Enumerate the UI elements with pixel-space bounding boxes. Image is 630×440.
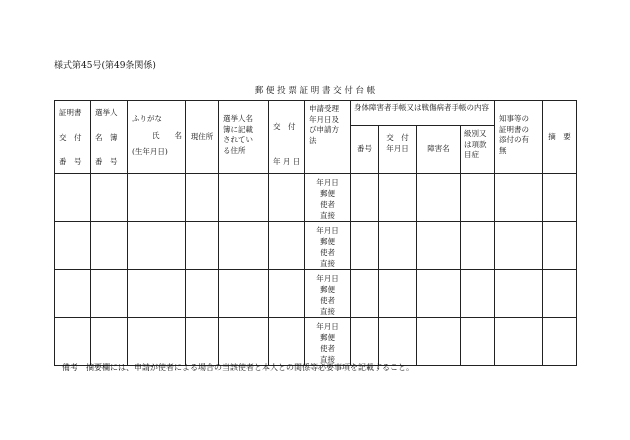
request-method-cell[interactable] bbox=[305, 270, 351, 318]
table-cell[interactable] bbox=[186, 270, 219, 318]
table-cell[interactable] bbox=[495, 222, 543, 270]
table-cell[interactable] bbox=[417, 222, 461, 270]
header-sub-grade: 級別又 は項款 目症 bbox=[461, 126, 495, 174]
remarks-note: 備考 摘要欄には、申請が使者による場合の当該使者と本人との関係等必要事項を記載すること。 bbox=[62, 363, 414, 372]
table-row bbox=[55, 222, 577, 270]
ledger-body bbox=[55, 174, 577, 366]
table-cell[interactable] bbox=[219, 174, 269, 222]
header-summary: 摘 要 bbox=[543, 101, 577, 174]
header-disability-group: 身体障害者手帳又は戦傷病者手帳の内容 bbox=[351, 101, 495, 126]
table-cell[interactable] bbox=[379, 174, 417, 222]
method-option: 直接 bbox=[320, 259, 335, 268]
header-governor-cert: 知事等の 証明書の 添付の有 無 bbox=[495, 101, 543, 174]
table-cell[interactable] bbox=[495, 174, 543, 222]
table-cell[interactable] bbox=[417, 318, 461, 366]
form-number: 様式第45号(第49条関係) bbox=[54, 61, 156, 71]
table-cell[interactable] bbox=[186, 222, 219, 270]
table-cell[interactable] bbox=[91, 174, 128, 222]
header-sub-number: 番号 bbox=[351, 126, 379, 174]
table-cell[interactable] bbox=[379, 222, 417, 270]
method-option: 使者 bbox=[320, 296, 335, 305]
table-row bbox=[55, 174, 577, 222]
table-cell[interactable] bbox=[219, 270, 269, 318]
table-cell[interactable] bbox=[461, 174, 495, 222]
table-cell[interactable] bbox=[219, 222, 269, 270]
table-cell[interactable] bbox=[219, 318, 269, 366]
table-cell[interactable] bbox=[351, 222, 379, 270]
method-option: 使者 bbox=[320, 200, 335, 209]
method-option: 郵便 bbox=[320, 237, 335, 246]
header-cert-number: 証明書 交 付 番 号 bbox=[55, 101, 91, 174]
method-option: 年月日 bbox=[316, 322, 339, 331]
request-method-cell[interactable] bbox=[305, 222, 351, 270]
table-row bbox=[55, 270, 577, 318]
header-current-address: 現住所 bbox=[186, 101, 219, 174]
header-sub-disability: 障害名 bbox=[417, 126, 461, 174]
table-row bbox=[55, 318, 577, 366]
table-cell[interactable] bbox=[417, 270, 461, 318]
table-cell[interactable] bbox=[495, 318, 543, 366]
table-cell[interactable] bbox=[379, 318, 417, 366]
table-cell[interactable] bbox=[91, 222, 128, 270]
method-option: 直接 bbox=[320, 355, 335, 364]
table-cell[interactable] bbox=[269, 318, 305, 366]
header-sub-issue: 交 付 年月日 bbox=[379, 126, 417, 174]
table-cell[interactable] bbox=[186, 174, 219, 222]
method-option: 直接 bbox=[320, 307, 335, 316]
request-method-cell[interactable] bbox=[305, 174, 351, 222]
form-title: 郵 便 投 票 証 明 書 交 付 台 帳 bbox=[254, 86, 376, 96]
table-cell[interactable] bbox=[543, 222, 577, 270]
header-issue-date: 交 付 年 月 日 bbox=[269, 101, 305, 174]
method-option: 直接 bbox=[320, 211, 335, 220]
table-cell[interactable] bbox=[128, 222, 186, 270]
table-cell[interactable] bbox=[91, 270, 128, 318]
table-cell[interactable] bbox=[128, 270, 186, 318]
ledger-table bbox=[54, 100, 577, 366]
table-cell[interactable] bbox=[269, 270, 305, 318]
header-name: ふりがな 氏 名 (生年月日) bbox=[128, 101, 186, 174]
method-option: 使者 bbox=[320, 344, 335, 353]
table-cell[interactable] bbox=[186, 318, 219, 366]
table-cell[interactable] bbox=[269, 174, 305, 222]
method-option: 年月日 bbox=[316, 226, 339, 235]
table-cell[interactable] bbox=[351, 318, 379, 366]
table-cell[interactable] bbox=[543, 318, 577, 366]
method-option: 使者 bbox=[320, 248, 335, 257]
header-row bbox=[55, 101, 577, 126]
table-cell[interactable] bbox=[495, 270, 543, 318]
table-cell[interactable] bbox=[543, 270, 577, 318]
table-cell[interactable] bbox=[55, 174, 91, 222]
method-option: 郵便 bbox=[320, 333, 335, 342]
table-cell[interactable] bbox=[55, 222, 91, 270]
table-cell[interactable] bbox=[55, 318, 91, 366]
method-option: 郵便 bbox=[320, 285, 335, 294]
table-cell[interactable] bbox=[91, 318, 128, 366]
header-request-method: 申請受理 年月日及 び申請方 法 bbox=[305, 101, 351, 174]
table-cell[interactable] bbox=[461, 318, 495, 366]
table-cell[interactable] bbox=[417, 174, 461, 222]
method-option: 年月日 bbox=[316, 178, 339, 187]
table-cell[interactable] bbox=[461, 222, 495, 270]
table-cell[interactable] bbox=[543, 174, 577, 222]
table-cell[interactable] bbox=[379, 270, 417, 318]
header-registered-address: 選挙人名 簿に記載 されてい る住所 bbox=[219, 101, 269, 174]
table-cell[interactable] bbox=[269, 222, 305, 270]
table-cell[interactable] bbox=[128, 318, 186, 366]
table-cell[interactable] bbox=[351, 270, 379, 318]
table-cell[interactable] bbox=[55, 270, 91, 318]
table-cell[interactable] bbox=[128, 174, 186, 222]
method-option: 郵便 bbox=[320, 189, 335, 198]
table-cell[interactable] bbox=[461, 270, 495, 318]
method-option: 年月日 bbox=[316, 274, 339, 283]
request-method-cell[interactable] bbox=[305, 318, 351, 366]
table-cell[interactable] bbox=[351, 174, 379, 222]
header-elector-number: 選挙人 名 簿 番 号 bbox=[91, 101, 128, 174]
